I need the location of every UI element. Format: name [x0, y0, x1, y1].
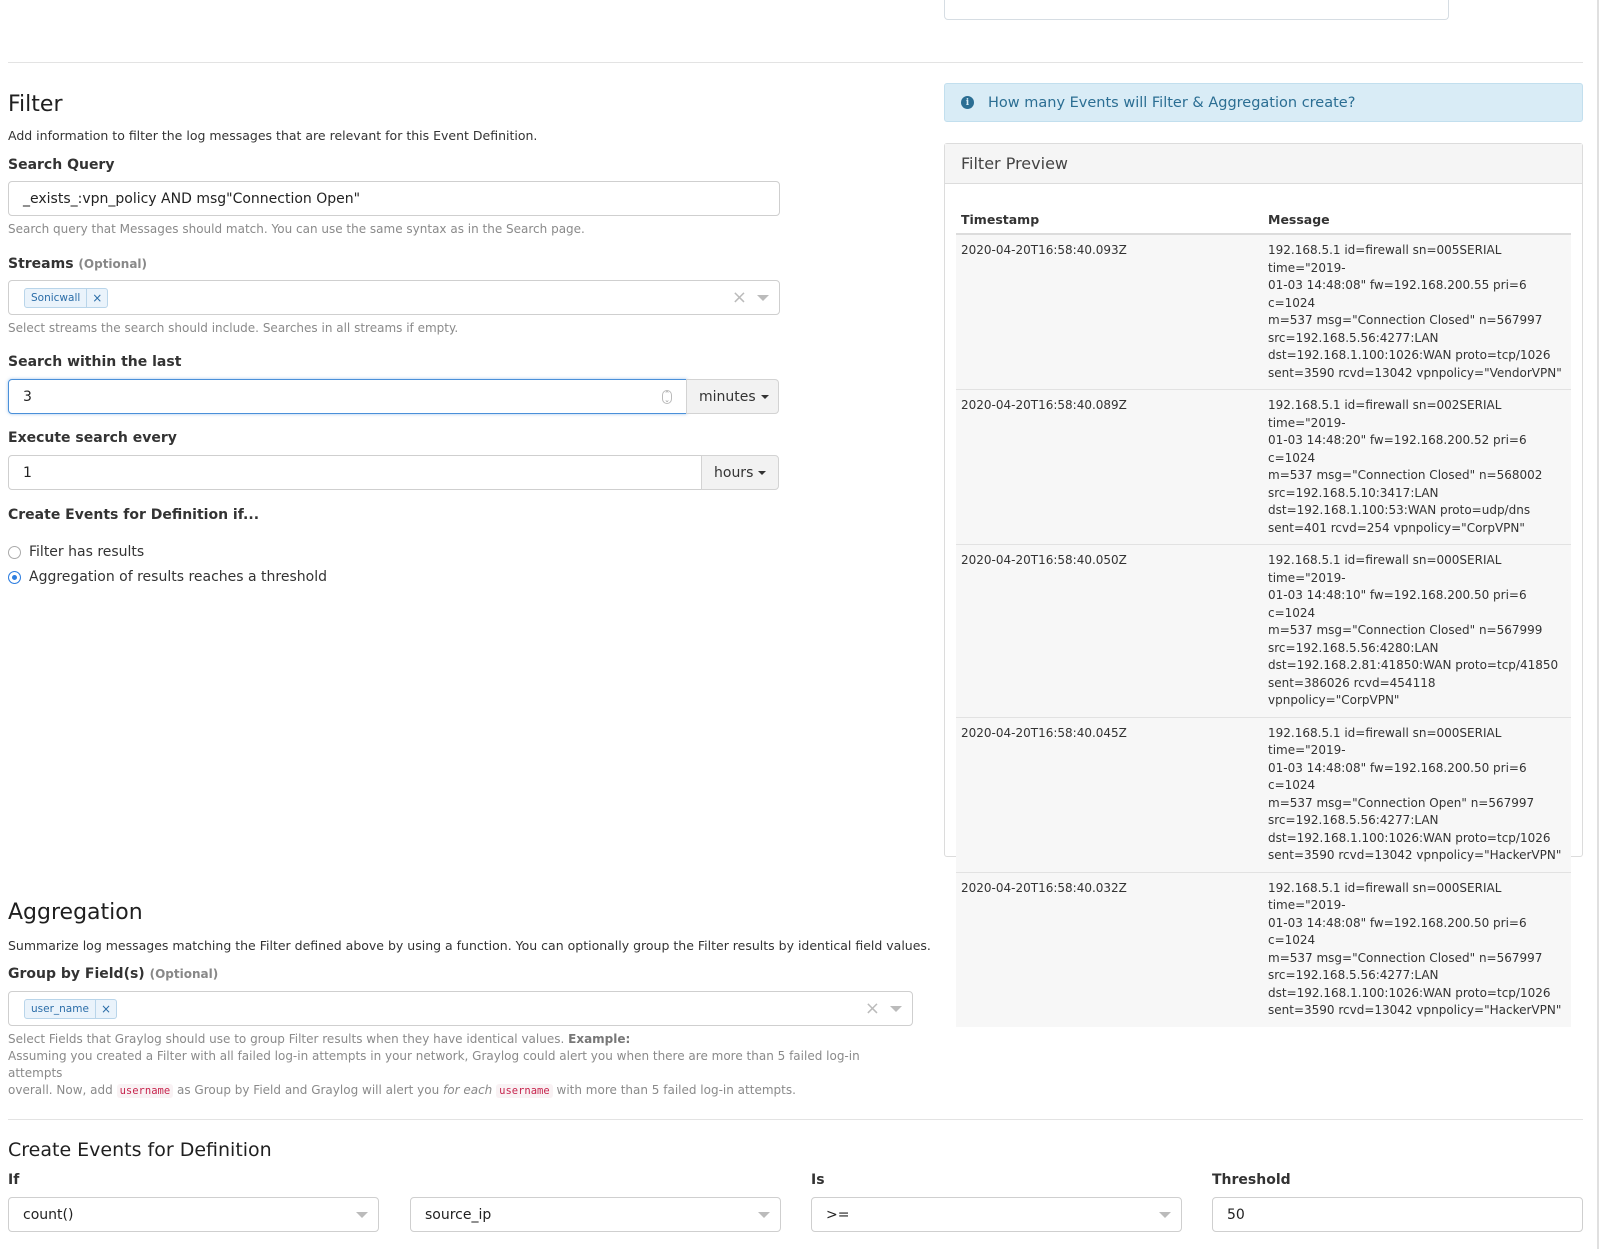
row-message: 192.168.5.1 id=firewall sn=000SERIAL time="2019- 01-03 14:48:08" fw=192.168.200.50 pri=6 c=1024 m=537 msg="Connection Open" n=567997 src=192.168.5.56:4277:LAN dst=192.168.1.100:1026:WAN proto=tcp/1026 sent=3590 rcvd=13042 vpnpolicy="HackerVPN"	[1263, 717, 1571, 872]
caret-down-icon	[758, 471, 766, 475]
threshold-value: 50	[1227, 1206, 1245, 1223]
column-header-message: Message	[1263, 206, 1571, 234]
execute-every-value: 1	[23, 464, 32, 481]
help-code-username-2: username	[496, 1084, 553, 1098]
remove-stream-icon[interactable]: ×	[86, 289, 107, 307]
search-query-value: _exists_:vpn_policy AND msg"Connection Open"	[23, 190, 361, 207]
radio-button[interactable]	[8, 546, 21, 559]
execute-every-input[interactable]	[8, 455, 702, 490]
search-within-unit: minutes	[699, 388, 756, 405]
preview-table	[956, 206, 1571, 1027]
radio-label: Filter has results	[29, 544, 145, 560]
search-within-unit-dropdown[interactable]	[686, 379, 779, 414]
chevron-down-icon[interactable]	[758, 1212, 770, 1218]
row-timestamp: 2020-04-20T16:58:40.032Z	[956, 872, 1263, 1027]
group-by-tag-label: user_name	[31, 1002, 89, 1015]
table-row	[956, 872, 1571, 1027]
info-icon: i	[961, 96, 974, 109]
help-line-3a: overall. Now, add	[8, 1083, 113, 1097]
group-by-optional: (Optional)	[149, 967, 219, 981]
threshold-input[interactable]	[1212, 1197, 1583, 1232]
previous-section-box	[944, 0, 1449, 20]
execute-every-unit-dropdown[interactable]	[701, 455, 779, 490]
search-within-value: 3	[23, 388, 32, 405]
threshold-label: Threshold	[1212, 1172, 1291, 1188]
scrollbar-track[interactable]	[1597, 0, 1599, 1249]
stream-tag-label: Sonicwall	[31, 291, 81, 304]
row-message: 192.168.5.1 id=firewall sn=005SERIAL time="2019- 01-03 14:48:08" fw=192.168.200.55 pri=6 c=1024 m=537 msg="Connection Closed" n=567997 src=192.168.5.56:4277:LAN dst=192.168.1.100:1026:WAN proto=tcp/1026 sent=3590 rcvd=13042 vpnpolicy="VendorVPN"	[1263, 234, 1571, 390]
help-line-2: Assuming you created a Filter with all failed log-in attempts in your network, Graylog could alert you when there are more than 5 failed log-in attempts	[8, 1049, 860, 1080]
chevron-down-icon[interactable]	[890, 1006, 902, 1012]
search-query-help: Search query that Messages should match. You can use the same syntax as in the Search page.	[8, 222, 585, 236]
help-line-3b: as Group by Field and Graylog will alert you	[177, 1083, 440, 1097]
aggregation-function-select[interactable]	[8, 1197, 379, 1232]
search-within-input[interactable]	[8, 379, 687, 414]
streams-label-text: Streams	[8, 256, 74, 272]
execute-every-label: Execute search every	[8, 430, 177, 446]
chevron-down-icon[interactable]	[1159, 1212, 1171, 1218]
filter-preview-panel	[944, 143, 1583, 1017]
aggregation-field-value: source_ip	[425, 1206, 492, 1223]
search-query-input[interactable]	[8, 181, 780, 216]
operator-select[interactable]	[811, 1197, 1182, 1232]
events-info-alert[interactable]	[944, 83, 1583, 122]
filter-title: Filter	[8, 92, 63, 117]
filter-description: Add information to filter the log messages that are relevant for this Event Definition.	[8, 128, 538, 143]
chevron-down-icon[interactable]	[757, 295, 769, 301]
table-row	[956, 234, 1571, 390]
help-line-1: Select Fields that Graylog should use to group Filter results when they have identical values.	[8, 1032, 565, 1046]
info-text: How many Events will Filter & Aggregation create?	[988, 94, 1356, 111]
radio-filter-has-results[interactable]	[8, 544, 144, 560]
aggregation-function-value: count()	[23, 1206, 74, 1223]
section-divider	[8, 62, 1583, 63]
number-spinner-icon[interactable]: ⌃ ⌄	[662, 390, 672, 404]
filter-preview-title: Filter Preview	[945, 144, 1582, 184]
search-query-label: Search Query	[8, 157, 115, 173]
group-by-label-text: Group by Field(s)	[8, 966, 145, 982]
remove-group-by-icon[interactable]: ×	[95, 1000, 116, 1018]
row-timestamp: 2020-04-20T16:58:40.045Z	[956, 717, 1263, 872]
group-by-select[interactable]	[8, 991, 913, 1026]
section-divider	[8, 1119, 1583, 1120]
help-line-3c: for each	[443, 1083, 493, 1097]
create-events-if-label: Create Events for Definition if...	[8, 507, 260, 523]
table-row	[956, 545, 1571, 718]
streams-label	[8, 256, 147, 272]
group-by-tag	[24, 999, 117, 1019]
streams-help: Select streams the search should include. Searches in all streams if empty.	[8, 321, 459, 335]
group-by-label	[8, 966, 218, 982]
help-example-label: Example:	[568, 1032, 631, 1046]
operator-value: >=	[826, 1206, 850, 1223]
chevron-down-icon[interactable]	[356, 1212, 368, 1218]
is-label: Is	[811, 1172, 825, 1188]
row-message: 192.168.5.1 id=firewall sn=000SERIAL time="2019- 01-03 14:48:10" fw=192.168.200.50 pri=6 c=1024 m=537 msg="Connection Closed" n=567999 src=192.168.5.56:4280:LAN dst=192.168.2.81:41850:WAN proto=tcp/41850 sent=386026 rcvd=454118 vpnpolicy="CorpVPN"	[1263, 545, 1571, 718]
clear-streams-icon[interactable]: ×	[731, 287, 747, 308]
search-within-label: Search within the last	[8, 354, 182, 370]
row-message: 192.168.5.1 id=firewall sn=000SERIAL time="2019- 01-03 14:48:08" fw=192.168.200.50 pri=6 c=1024 m=537 msg="Connection Closed" n=567997 src=192.168.5.56:4277:LAN dst=192.168.1.100:1026:WAN proto=tcp/1026 sent=3590 rcvd=13042 vpnpolicy="HackerVPN"	[1263, 872, 1571, 1027]
row-timestamp: 2020-04-20T16:58:40.093Z	[956, 234, 1263, 390]
table-row	[956, 390, 1571, 545]
streams-select[interactable]	[8, 280, 780, 315]
help-line-3d: with more than 5 failed log-in attempts.	[556, 1083, 796, 1097]
aggregation-title: Aggregation	[8, 900, 143, 925]
row-timestamp: 2020-04-20T16:58:40.050Z	[956, 545, 1263, 718]
clear-group-by-icon[interactable]: ×	[864, 998, 880, 1019]
group-by-help	[8, 1031, 908, 1100]
radio-label: Aggregation of results reaches a threshold	[29, 569, 327, 585]
help-code-username: username	[117, 1084, 174, 1098]
row-timestamp: 2020-04-20T16:58:40.089Z	[956, 390, 1263, 545]
create-events-title: Create Events for Definition	[8, 1139, 272, 1161]
execute-every-unit: hours	[714, 464, 754, 481]
caret-down-icon	[761, 395, 769, 399]
streams-optional: (Optional)	[78, 257, 148, 271]
radio-aggregation-threshold[interactable]	[8, 569, 327, 585]
row-message: 192.168.5.1 id=firewall sn=002SERIAL time="2019- 01-03 14:48:20" fw=192.168.200.52 pri=6 c=1024 m=537 msg="Connection Closed" n=568002 src=192.168.5.10:3417:LAN dst=192.168.1.100:53:WAN proto=udp/dns sent=401 rcvd=254 vpnpolicy="CorpVPN"	[1263, 390, 1571, 545]
stream-tag	[24, 288, 108, 308]
table-row	[956, 717, 1571, 872]
aggregation-description: Summarize log messages matching the Filter defined above by using a function. You can optionally group the Filter results by identical field values.	[8, 938, 931, 953]
if-label: If	[8, 1172, 20, 1188]
radio-button-selected[interactable]	[8, 571, 21, 584]
column-header-timestamp: Timestamp	[956, 206, 1263, 234]
aggregation-field-select[interactable]	[410, 1197, 781, 1232]
